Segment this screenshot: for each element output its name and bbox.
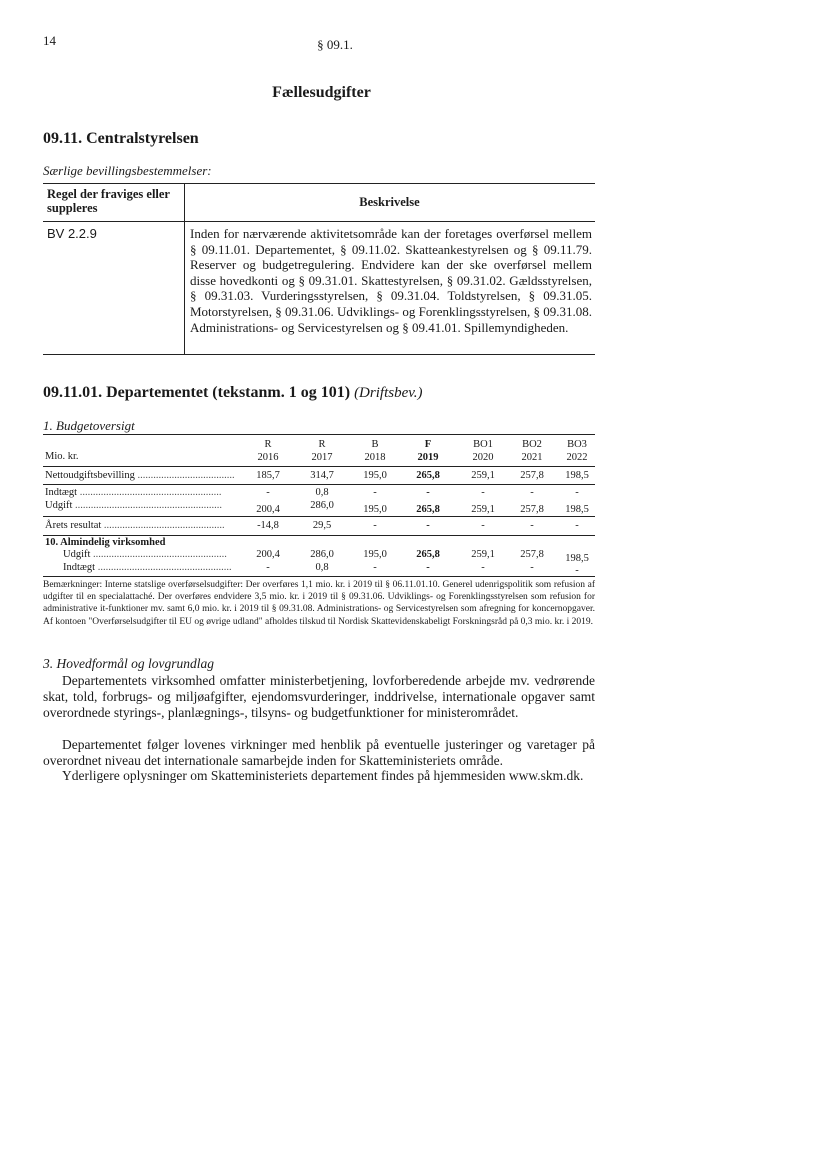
col-year: 2021: [521, 452, 543, 463]
activity-title: 10. Almindelig virksomhed: [45, 537, 166, 548]
col-type: BO1: [473, 439, 493, 450]
col-type: R: [318, 439, 326, 450]
row-label: Årets resultat ..............................................: [45, 520, 225, 531]
value: -: [373, 520, 377, 531]
value: 195,0: [363, 470, 387, 481]
row-label: Nettoudgiftsbevilling .....................................: [45, 470, 235, 481]
value: -: [575, 520, 579, 531]
value: 195,0: [363, 504, 387, 515]
col-year: 2018: [364, 452, 386, 463]
value: 0,8: [315, 562, 329, 573]
col-year: 2020: [472, 452, 494, 463]
rules-table: [43, 183, 595, 355]
value: -: [426, 562, 430, 573]
value: 286,0: [310, 549, 334, 560]
value: 286,0: [310, 500, 334, 511]
value: 195,0: [363, 549, 387, 560]
value: 257,8: [520, 470, 544, 481]
value: -: [575, 565, 579, 576]
rules-col2-header: Beskrivelse: [359, 195, 420, 209]
value: 257,8: [520, 504, 544, 515]
value: 198,5: [565, 504, 589, 515]
value: 265,8: [416, 504, 440, 515]
row-label: Indtægt ...................................................: [63, 562, 232, 573]
value: -: [426, 520, 430, 531]
rules-row-description: Inden for nærværende aktivitetsområde kan der foretages overførsel mellem § 09.11.01. Departementet, § 09.11.02. Skatteankestyrelsen og § 09.11.79. Reserver og budgetregulering. Endvidere kan der ske overførsel mellem disse hovedkonti og § 09.31.01. Skattestyrelsen, § 09.31.02. Gældsstyrelsen, § 09.31.03. Vurderingsstyrelsen, § 09.31.04. Toldstyrelsen, § 09.31.05. Motorstyrelsen, § 09.31.06. Udviklings- og Forenklingsstyrelsen, § 09.31.08. Administrations- og Servicestyrelsen og § 09.41.01. Spillemyndigheden.: [190, 226, 592, 335]
running-head: § 09.1.: [317, 37, 353, 52]
value: 259,1: [471, 470, 495, 481]
value: 200,4: [256, 504, 280, 515]
value: -: [530, 487, 534, 498]
value: -: [530, 562, 534, 573]
value: 29,5: [312, 520, 332, 531]
value: 200,4: [256, 549, 280, 560]
value: 265,8: [416, 549, 440, 560]
col-year: 2017: [311, 452, 333, 463]
budget-remarks: Bemærkninger: Interne statslige overførselsudgifter: Der overføres 1,1 mio. kr. i 2019 til § 06.11.01.10. Generel udenrigspolitik som refusion af udgifter til en specialattaché. Der overføres endvidere 3,5 mio. kr. i 2019 til § 09.31.06. Udviklings- og Forenklingsstyrelsen som refusion for administrative it-funktioner mv. samt 6,0 mio. kr. i 2019 til § 09.31.08. Administrations- og Servicestyrelsen som afregning for koncernopgaver. Af kontoen "Overførselsudgifter til EU og øvrige udland" afholdes tilskud til Nordisk Skattevidenskabeligt Forskningsråd på 0,3 mio. kr. i 2019.: [43, 580, 595, 627]
rules-label: Særlige bevillingsbestemmelser:: [43, 163, 212, 178]
value: 185,7: [256, 470, 280, 481]
paragraph: Yderligere oplysninger om Skatteministeriets departement findes på hjemmesiden www.skm.dk.: [62, 768, 584, 783]
value: 259,1: [471, 504, 495, 515]
paragraph: Departementet følger lovenes virkninger med henblik på eventuelle justeringer og varetager på overordnet niveau det internationale samarbejde inden for Skatteministeriets område.: [43, 737, 595, 768]
section3-title: 3. Hovedformål og lovgrundlag: [43, 656, 214, 671]
row-label: Udgift ........................................................: [45, 500, 223, 511]
page-title: Fællesudgifter: [272, 84, 371, 101]
subsection-number-title: 09.11.01. Departementet (tekstanm. 1 og 101): [43, 384, 351, 401]
col-year: 2019: [417, 452, 439, 463]
paragraph: Departementets virksomhed omfatter ministerbetjening, lovforberedende arbejde mv. vedrørende skat, told, forbrugs- og miljøafgifter, ejendomsvurderinger, inddrivelse, internationale opgaver samt overordnede styrings-, planlægnings-, tilsyns- og budgetfunktioner for ministerområdet.: [43, 673, 595, 720]
value: -: [575, 487, 579, 498]
value: -: [373, 562, 377, 573]
col-type: R: [264, 439, 272, 450]
page-number: 14: [43, 33, 56, 48]
section-number: 09.11.: [43, 130, 83, 147]
value: -: [481, 520, 485, 531]
value: -: [426, 487, 430, 498]
rules-col1-header: Regel der fraviges eller suppleres: [47, 187, 170, 215]
rules-row-code: BV 2.2.9: [47, 226, 97, 241]
value: 257,8: [520, 549, 544, 560]
col-type: F: [424, 439, 432, 450]
value: -: [481, 562, 485, 573]
col-type: B: [371, 439, 379, 450]
row-label: Indtægt ......................................................: [45, 487, 222, 498]
value: 198,5: [565, 470, 589, 481]
value: 198,5: [565, 553, 589, 564]
value: -: [481, 487, 485, 498]
subsection-title: [43, 384, 423, 402]
row-label: Udgift ...................................................: [63, 549, 227, 560]
value: -: [530, 520, 534, 531]
col-type: BO3: [567, 439, 587, 450]
budget-label: 1. Budgetoversigt: [43, 418, 135, 433]
section-name: Centralstyrelsen: [86, 130, 199, 147]
col-year: 2022: [566, 452, 588, 463]
section-title: [43, 130, 199, 148]
value: 265,8: [416, 470, 440, 481]
budget-unit: Mio. kr.: [45, 451, 79, 462]
value: 0,8: [315, 487, 329, 498]
value: 259,1: [471, 549, 495, 560]
col-type: BO2: [522, 439, 542, 450]
value: -14,8: [257, 520, 279, 531]
value: -: [266, 562, 270, 573]
subsection-type: (Driftsbev.): [354, 385, 423, 401]
value: 314,7: [310, 470, 334, 481]
col-year: 2016: [257, 452, 279, 463]
value: -: [266, 487, 270, 498]
value: -: [373, 487, 377, 498]
